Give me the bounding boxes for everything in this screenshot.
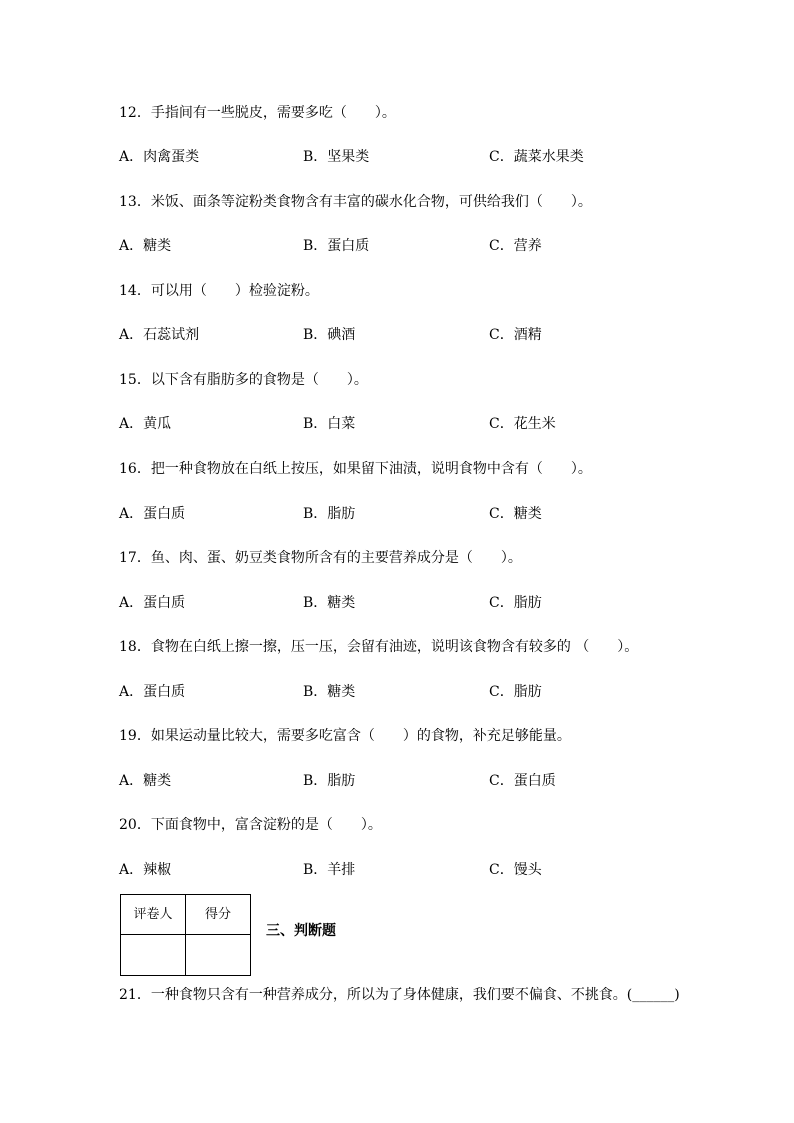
question-17: 17．鱼、肉、蛋、奶豆类食物所含有的主要营养成分是（ ）。 <box>119 550 522 566</box>
option-c: C．蛋白质 <box>489 773 556 789</box>
question-14: 14．可以用（ ）检验淀粉。 <box>119 283 319 299</box>
question-13-options <box>119 237 719 255</box>
question-18-options <box>119 683 719 701</box>
option-a: A．黄瓜 <box>119 416 172 432</box>
option-c: C．糖类 <box>489 506 542 522</box>
option-c: C．脂肪 <box>489 684 542 700</box>
question-20: 20．下面食物中，富含淀粉的是（ ）。 <box>119 817 382 833</box>
grader-cell <box>121 935 186 976</box>
option-a: A．辣椒 <box>119 862 172 878</box>
option-b: B．白菜 <box>303 416 356 432</box>
question-19-options <box>119 772 719 790</box>
option-c: C．花生米 <box>489 416 556 432</box>
option-b: B．脂肪 <box>303 506 356 522</box>
option-b: B．糖类 <box>303 595 356 611</box>
question-15-options <box>119 415 719 433</box>
option-b: B．碘酒 <box>303 327 356 343</box>
option-b: B．脂肪 <box>303 773 356 789</box>
question-12-options <box>119 148 719 166</box>
option-b: B．坚果类 <box>303 149 370 165</box>
question-21: 21．一种食物只含有一种营养成分，所以为了身体健康，我们要不偏食、不挑食。(______) <box>119 987 680 1003</box>
score-table <box>120 894 251 976</box>
option-a: A．肉禽蛋类 <box>119 149 200 165</box>
question-20-options <box>119 861 719 879</box>
question-16: 16．把一种食物放在白纸上按压，如果留下油渍，说明食物中含有（ ）。 <box>119 461 592 477</box>
question-16-options <box>119 505 719 523</box>
option-c: C．馒头 <box>489 862 542 878</box>
option-a: A．蛋白质 <box>119 506 186 522</box>
question-18: 18．食物在白纸上擦一擦，压一压，会留有油迹，说明该食物含有较多的 （ ）。 <box>119 639 639 655</box>
option-a: A．糖类 <box>119 238 172 254</box>
score-header: 得分 <box>186 895 251 935</box>
option-c: C．蔬菜水果类 <box>489 149 584 165</box>
option-a: A．石蕊试剂 <box>119 327 200 343</box>
option-c: C．酒精 <box>489 327 542 343</box>
question-13: 13．米饭、面条等淀粉类食物含有丰富的碳水化合物，可供给我们（ ）。 <box>119 194 592 210</box>
option-b: B．蛋白质 <box>303 238 370 254</box>
score-cell <box>186 935 251 976</box>
option-a: A．蛋白质 <box>119 595 186 611</box>
section-title: 三、判断题 <box>266 923 336 939</box>
question-15: 15．以下含有脂肪多的食物是（ ）。 <box>119 372 368 388</box>
option-b: B．羊排 <box>303 862 356 878</box>
option-b: B．糖类 <box>303 684 356 700</box>
option-c: C．营养 <box>489 238 542 254</box>
option-c: C．脂肪 <box>489 595 542 611</box>
option-a: A．糖类 <box>119 773 172 789</box>
question-14-options <box>119 326 719 344</box>
question-12: 12．手指间有一些脱皮，需要多吃（ ）。 <box>119 105 396 121</box>
grader-header: 评卷人 <box>121 895 186 935</box>
question-17-options <box>119 594 719 612</box>
question-19: 19．如果运动量比较大，需要多吃富含（ ）的食物，补充足够能量。 <box>119 728 571 744</box>
option-a: A．蛋白质 <box>119 684 186 700</box>
